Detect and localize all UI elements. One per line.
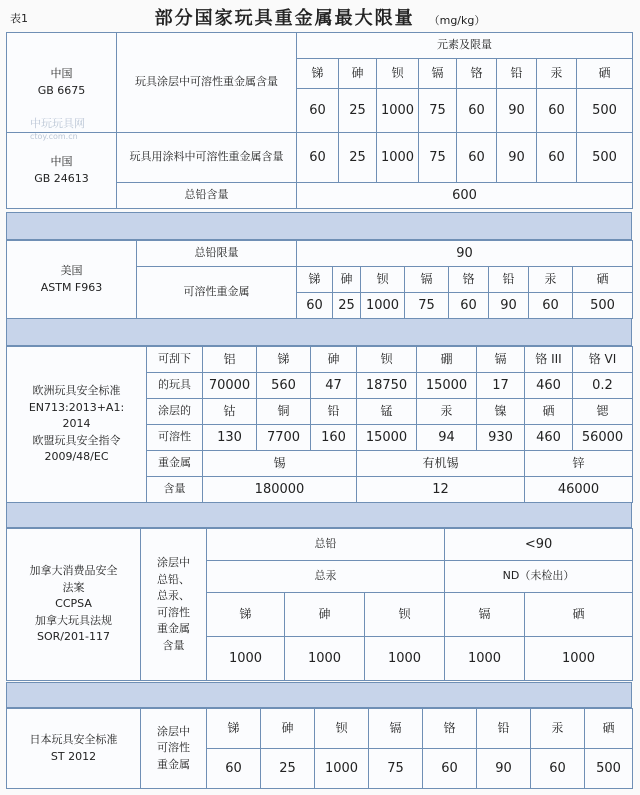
table-number: 表1 bbox=[10, 12, 28, 25]
element-cell: 有机锡 bbox=[357, 451, 525, 477]
element-cell: 汞 bbox=[531, 709, 585, 749]
element-cell: 铅 bbox=[477, 709, 531, 749]
element-cell: 铅 bbox=[311, 399, 357, 425]
canada-table bbox=[6, 528, 633, 681]
value-cell: 56000 bbox=[573, 425, 633, 451]
element-cell: 钡 bbox=[377, 59, 419, 89]
value-cell: 17 bbox=[477, 373, 525, 399]
element-cell: 砷 bbox=[311, 347, 357, 373]
value-cell: 46000 bbox=[525, 477, 633, 503]
value-cell: 75 bbox=[369, 749, 423, 789]
china-element-header: 元素及限量 bbox=[297, 33, 633, 59]
element-cell: 钡 bbox=[315, 709, 369, 749]
element-cell: 铜 bbox=[257, 399, 311, 425]
element-cell: 镉 bbox=[419, 59, 457, 89]
element-cell: 钡 bbox=[365, 593, 445, 637]
separator-band bbox=[6, 682, 632, 708]
value-cell: 60 bbox=[457, 89, 497, 133]
china-standard-1: 中国 GB 6675 bbox=[7, 33, 117, 133]
value-cell: 60 bbox=[457, 133, 497, 183]
value-cell: 160 bbox=[311, 425, 357, 451]
usa-soluble-label: 可溶性重金属 bbox=[137, 267, 297, 319]
value-cell: 60 bbox=[297, 293, 333, 319]
element-cell: 镍 bbox=[477, 399, 525, 425]
value-cell: 560 bbox=[257, 373, 311, 399]
china-row1-label: 玩具涂层中可溶性重金属含量 bbox=[117, 33, 297, 133]
element-cell: 锶 bbox=[573, 399, 633, 425]
eu-label-cell: 的玩具 bbox=[147, 373, 203, 399]
element-cell: 镉 bbox=[405, 267, 449, 293]
canada-label: 涂层中 总铅、 总汞、 可溶性 重金属 含量 bbox=[141, 529, 207, 681]
value-cell: 180000 bbox=[203, 477, 357, 503]
canada-total-mercury-value: ND（未检出） bbox=[445, 561, 633, 593]
eu-standard: 欧洲玩具安全标准 EN713:2013+A1: 2014 欧盟玩具安全指令 2009/48/EC bbox=[7, 347, 147, 503]
unit-label: （mg/kg） bbox=[428, 14, 486, 27]
value-cell: 500 bbox=[585, 749, 633, 789]
value-cell: 70000 bbox=[203, 373, 257, 399]
element-cell: 硒 bbox=[585, 709, 633, 749]
value-cell: 0.2 bbox=[573, 373, 633, 399]
element-cell: 硒 bbox=[525, 593, 633, 637]
china-row2-label: 玩具用涂料中可溶性重金属含量 bbox=[117, 133, 297, 183]
value-cell: 60 bbox=[297, 133, 339, 183]
separator-band bbox=[6, 212, 632, 240]
eu-label-cell: 重金属 bbox=[147, 451, 203, 477]
value-cell: 130 bbox=[203, 425, 257, 451]
element-cell: 锑 bbox=[297, 267, 333, 293]
value-cell: 90 bbox=[497, 89, 537, 133]
eu-label-cell: 涂层的 bbox=[147, 399, 203, 425]
china-standard-2: 中国 GB 24613 bbox=[7, 133, 117, 209]
element-cell: 铬 bbox=[457, 59, 497, 89]
usa-total-lead-value: 90 bbox=[297, 241, 633, 267]
value-cell: 90 bbox=[497, 133, 537, 183]
value-cell: 7700 bbox=[257, 425, 311, 451]
element-cell: 钡 bbox=[357, 347, 417, 373]
value-cell: 60 bbox=[449, 293, 489, 319]
china-table bbox=[6, 32, 633, 209]
value-cell: 1000 bbox=[445, 637, 525, 681]
usa-standard: 美国 ASTM F963 bbox=[7, 241, 137, 319]
element-cell: 铬 VI bbox=[573, 347, 633, 373]
eu-label-cell: 含量 bbox=[147, 477, 203, 503]
element-cell: 钴 bbox=[203, 399, 257, 425]
value-cell: 25 bbox=[339, 133, 377, 183]
element-cell: 锑 bbox=[297, 59, 339, 89]
watermark: 中玩玩具网 ctoy.com.cn bbox=[30, 117, 85, 142]
value-cell: 75 bbox=[419, 89, 457, 133]
element-cell: 硒 bbox=[525, 399, 573, 425]
element-cell: 铬 III bbox=[525, 347, 573, 373]
element-cell: 铅 bbox=[489, 267, 529, 293]
element-cell: 锑 bbox=[257, 347, 311, 373]
value-cell: 47 bbox=[311, 373, 357, 399]
eu-table bbox=[6, 346, 633, 503]
element-cell: 铝 bbox=[203, 347, 257, 373]
title-text: 部分国家玩具重金属最大限量 bbox=[154, 8, 415, 29]
value-cell: 500 bbox=[577, 133, 633, 183]
header bbox=[0, 0, 640, 32]
element-cell: 砷 bbox=[333, 267, 361, 293]
element-cell: 砷 bbox=[339, 59, 377, 89]
element-cell: 砷 bbox=[261, 709, 315, 749]
eu-element-row-1 bbox=[7, 347, 633, 373]
element-cell: 钡 bbox=[361, 267, 405, 293]
japan-table bbox=[6, 708, 633, 789]
value-cell: 60 bbox=[207, 749, 261, 789]
value-cell: 12 bbox=[357, 477, 525, 503]
element-cell: 锰 bbox=[357, 399, 417, 425]
value-cell: 94 bbox=[417, 425, 477, 451]
japan-standard: 日本玩具安全标准 ST 2012 bbox=[7, 709, 141, 789]
element-cell: 锑 bbox=[207, 709, 261, 749]
element-cell: 铬 bbox=[423, 709, 477, 749]
value-cell: 15000 bbox=[357, 425, 417, 451]
element-cell: 砷 bbox=[285, 593, 365, 637]
element-cell: 锌 bbox=[525, 451, 633, 477]
element-cell: 硒 bbox=[577, 59, 633, 89]
usa-table bbox=[6, 240, 633, 319]
element-cell: 铬 bbox=[449, 267, 489, 293]
element-cell: 铅 bbox=[497, 59, 537, 89]
element-cell: 汞 bbox=[417, 399, 477, 425]
japan-label: 涂层中 可溶性 重金属 bbox=[141, 709, 207, 789]
value-cell: 1000 bbox=[377, 89, 419, 133]
china-total-lead-label: 总铅含量 bbox=[117, 183, 297, 209]
value-cell: 15000 bbox=[417, 373, 477, 399]
value-cell: 1000 bbox=[285, 637, 365, 681]
value-cell: 90 bbox=[477, 749, 531, 789]
element-cell: 镉 bbox=[477, 347, 525, 373]
value-cell: 60 bbox=[297, 89, 339, 133]
canada-total-lead-label: 总铅 bbox=[207, 529, 445, 561]
element-cell: 汞 bbox=[537, 59, 577, 89]
element-cell: 锡 bbox=[203, 451, 357, 477]
value-cell: 930 bbox=[477, 425, 525, 451]
value-cell: 1000 bbox=[377, 133, 419, 183]
value-cell: 1000 bbox=[525, 637, 633, 681]
value-cell: 1000 bbox=[207, 637, 285, 681]
value-cell: 90 bbox=[489, 293, 529, 319]
value-cell: 1000 bbox=[365, 637, 445, 681]
value-cell: 60 bbox=[423, 749, 477, 789]
value-cell: 25 bbox=[261, 749, 315, 789]
value-cell: 460 bbox=[525, 425, 573, 451]
value-cell: 60 bbox=[529, 293, 573, 319]
value-cell: 75 bbox=[419, 133, 457, 183]
japan-element-row bbox=[7, 709, 633, 749]
element-cell: 硼 bbox=[417, 347, 477, 373]
element-cell: 镉 bbox=[369, 709, 423, 749]
element-cell: 硒 bbox=[573, 267, 633, 293]
canada-total-lead-value: <90 bbox=[445, 529, 633, 561]
china-values-row-2 bbox=[7, 133, 633, 183]
value-cell: 500 bbox=[573, 293, 633, 319]
eu-label-cell: 可刮下 bbox=[147, 347, 203, 373]
value-cell: 25 bbox=[333, 293, 361, 319]
usa-total-lead-label: 总铅限量 bbox=[137, 241, 297, 267]
separator-band bbox=[6, 318, 632, 346]
canada-total-mercury-label: 总汞 bbox=[207, 561, 445, 593]
value-cell: 460 bbox=[525, 373, 573, 399]
canada-standard: 加拿大消费品安全 法案 CCPSA 加拿大玩具法规 SOR/201-117 bbox=[7, 529, 141, 681]
value-cell: 60 bbox=[537, 133, 577, 183]
value-cell: 60 bbox=[537, 89, 577, 133]
value-cell: 1000 bbox=[315, 749, 369, 789]
value-cell: 75 bbox=[405, 293, 449, 319]
value-cell: 500 bbox=[577, 89, 633, 133]
element-cell: 镉 bbox=[445, 593, 525, 637]
value-cell: 1000 bbox=[361, 293, 405, 319]
value-cell: 25 bbox=[339, 89, 377, 133]
china-total-lead-value: 600 bbox=[297, 183, 633, 209]
value-cell: 18750 bbox=[357, 373, 417, 399]
eu-label-cell: 可溶性 bbox=[147, 425, 203, 451]
page-title bbox=[0, 4, 640, 30]
canada-total-lead-row bbox=[7, 529, 633, 561]
element-cell: 锑 bbox=[207, 593, 285, 637]
separator-band bbox=[6, 502, 632, 528]
value-cell: 60 bbox=[531, 749, 585, 789]
element-cell: 汞 bbox=[529, 267, 573, 293]
